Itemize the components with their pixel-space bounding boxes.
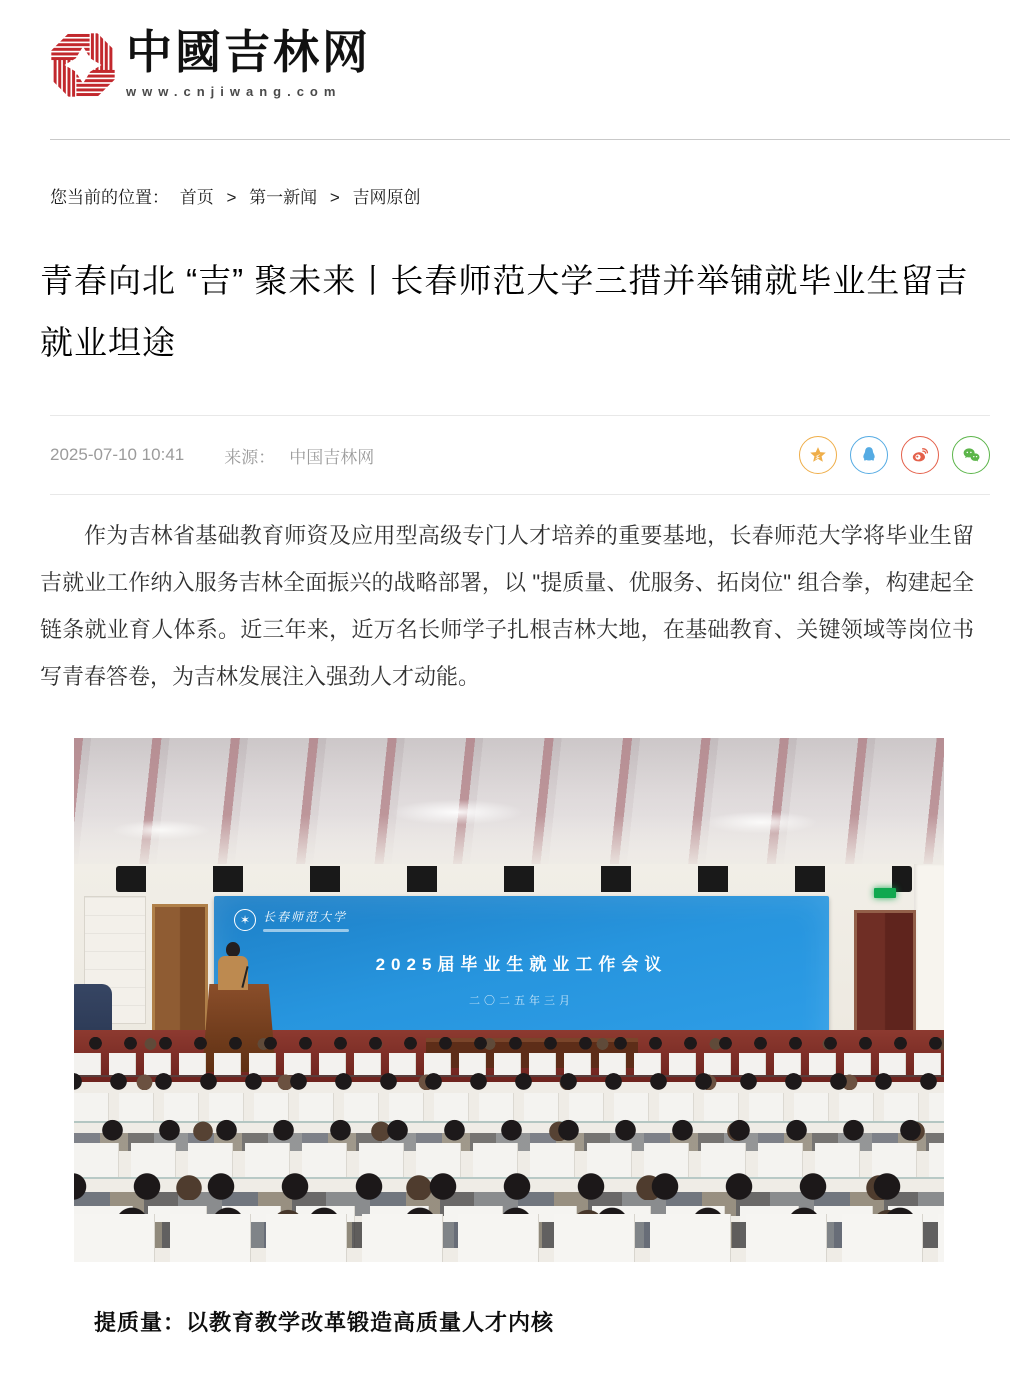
site-logo-url: www.cnjiwang.com: [126, 84, 342, 99]
qq-icon: [859, 445, 879, 465]
wechat-share-button[interactable]: [952, 436, 990, 474]
qq-share-button[interactable]: [850, 436, 888, 474]
audience-heads: [74, 1117, 944, 1141]
article-photo: [74, 738, 944, 1262]
source-label: 来源：: [224, 447, 276, 467]
university-logo-icon: ✶: [234, 909, 256, 931]
exit-sign: [874, 888, 896, 898]
article-paragraph: 作为吉林省基础教育师资及应用型高级专门人才培养的重要基地，长春师范大学将毕业生留吉就业工作纳入服务吉林全面振兴的战略部署，以 "提质量、优服务、拓岗位" 组合拳，构建起全链条就业育人体系。近三年来，近万名长师学子扎根吉林大地，在基础教育、关键领域等岗位书写青春答卷，为吉林发展注入强劲人才动能。: [40, 523, 974, 689]
share-buttons: [799, 436, 990, 474]
university-logo: [234, 908, 349, 932]
page-title: 青春向北 “吉” 聚未来丨长春师范大学三措并举铺就毕业生留吉就业坦途: [40, 262, 969, 361]
photo-light-fixtures: [116, 866, 912, 892]
audience-heads: [74, 1035, 944, 1050]
breadcrumb-section-link[interactable]: 第一新闻: [249, 188, 318, 207]
breadcrumb-category-link[interactable]: 吉网原创: [352, 188, 421, 207]
university-logo-text: 长春师范大学: [263, 910, 348, 924]
article-meta: [50, 443, 374, 468]
audience-heads: [74, 1071, 944, 1090]
photo-speaker-head: [226, 942, 240, 957]
audience-chairs: [74, 1214, 944, 1262]
wechat-icon: [961, 445, 982, 466]
photo-ceiling: [74, 738, 944, 866]
breadcrumb-separator: >: [329, 188, 340, 207]
breadcrumb-label: 您当前的位置：: [50, 188, 169, 207]
weibo-share-button[interactable]: [901, 436, 939, 474]
site-logo-title[interactable]: 中國吉林网: [126, 27, 371, 78]
qzone-icon: [808, 445, 828, 465]
screen-subtitle: 二〇二五年三月: [469, 995, 574, 1007]
header-divider: [50, 139, 1010, 140]
breadcrumb-separator: >: [226, 188, 237, 207]
section-subheading: 提质量：以教育教学改革锻造高质量人才内核: [94, 1310, 555, 1335]
seal-icon: [50, 28, 116, 102]
audience-row: [74, 1204, 944, 1262]
screen-title: 2025届毕业生就业工作会议: [375, 955, 668, 974]
weibo-icon: [910, 445, 930, 465]
breadcrumb-home-link[interactable]: 首页: [179, 188, 214, 207]
article-meta-bar: [50, 415, 990, 495]
breadcrumb: [50, 183, 427, 208]
publish-date: 2025-07-10 10:41: [50, 445, 185, 464]
site-header[interactable]: [50, 28, 371, 102]
audience-heads: [74, 1170, 944, 1200]
photo-left-door: [152, 904, 208, 1046]
audience-row: [74, 1071, 944, 1123]
university-logo-subline: [263, 929, 349, 932]
qzone-share-button[interactable]: [799, 436, 837, 474]
photo-right-door: [854, 910, 916, 1050]
source-name: 中国吉林网: [289, 447, 375, 467]
